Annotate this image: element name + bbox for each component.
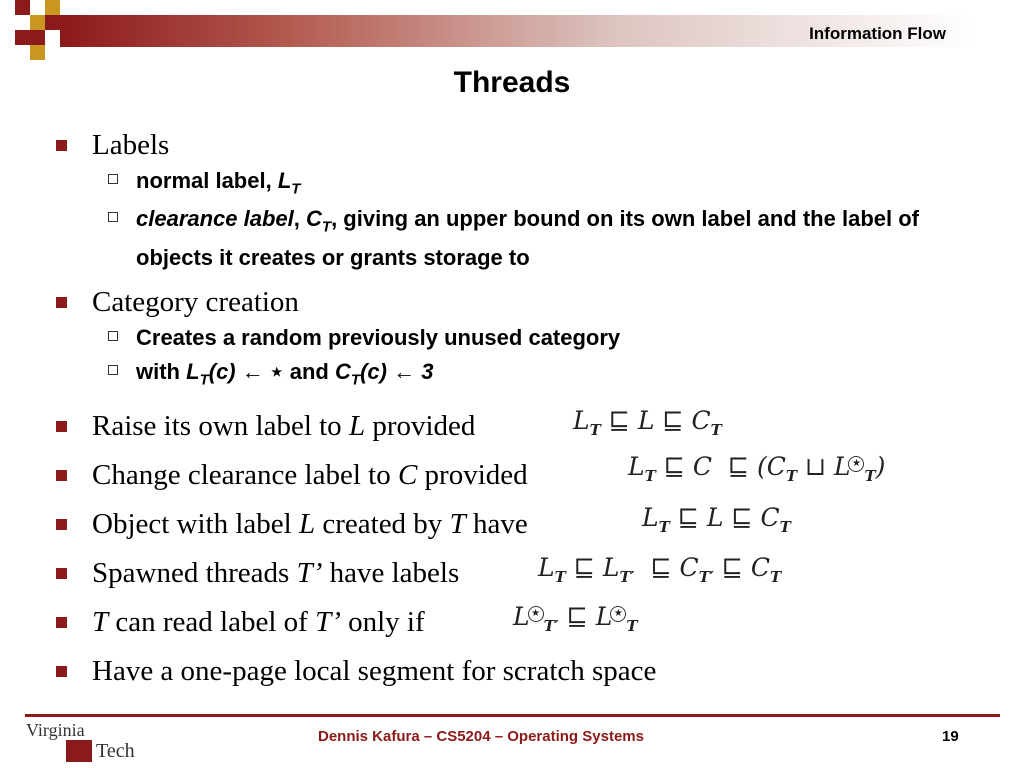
hollow-square-icon: [108, 365, 118, 375]
bullet-read-label: T can read label of T’ only if: [56, 605, 996, 639]
bullet-square-icon: [56, 470, 67, 481]
hollow-square-icon: [108, 331, 118, 341]
bullet-category-creation: Category creation: [56, 285, 996, 319]
formula-object: $L_T$ ⊑ L ⊑ $C_T$: [642, 503, 791, 536]
bullet-square-icon: [56, 568, 67, 579]
bullet-spawned-threads: Spawned threads T’ have labels: [56, 556, 996, 590]
formula-raise: $L_T$ ⊑ L ⊑ $C_T$: [573, 406, 722, 439]
bullet-raise-label: Raise its own label to L provided: [56, 409, 996, 443]
section-title: Information Flow: [809, 24, 946, 43]
bullet-square-icon: [56, 617, 67, 628]
bullet-change-clearance: Change clearance label to C provided: [56, 458, 996, 492]
slide-title: Threads: [453, 66, 571, 99]
formula-change: $L_T$ ⊑ C ⊑ ($C_T$ ⊔ L $★_T$): [628, 452, 886, 485]
bullet-scratch-segment: Have a one-page local segment for scratch space: [56, 654, 996, 688]
bullet-square-icon: [56, 140, 67, 151]
bullet-labels: Labels: [56, 128, 996, 162]
sub-with-assignment: with $L_T(c)$ ← ⋆ and $C_T(c)$ ← 3: [56, 357, 996, 395]
footer-author: Dennis Kafura – CS5204 – Operating Systems: [318, 728, 644, 745]
bullet-object-label: Object with label L created by T have: [56, 507, 996, 541]
sub-normal-label: normal label, $L_T$: [56, 166, 996, 204]
hollow-square-icon: [108, 212, 118, 222]
formula-spawned: $L_T$ ⊑ $L_{T'}$ ⊑ $C_{T'}$ ⊑ $C_T$: [538, 553, 782, 586]
sub-creates-random: Creates a random previously unused category: [56, 323, 996, 353]
virginia-tech-logo: Virginia Tech: [26, 720, 135, 762]
bullet-square-icon: [56, 666, 67, 677]
bullet-square-icon: [56, 421, 67, 432]
hollow-square-icon: [108, 174, 118, 184]
sub-clearance-label: clearance label, $C_T$, giving an upper bound on its own label and the label of objects it creates or grants storage to: [56, 204, 996, 272]
formula-read: L $★_{T'}$ ⊑ L $★_T$: [513, 602, 638, 635]
footer-divider: [25, 714, 1000, 717]
bullet-square-icon: [56, 519, 67, 530]
page-number: 19: [942, 728, 959, 745]
bullet-square-icon: [56, 297, 67, 308]
